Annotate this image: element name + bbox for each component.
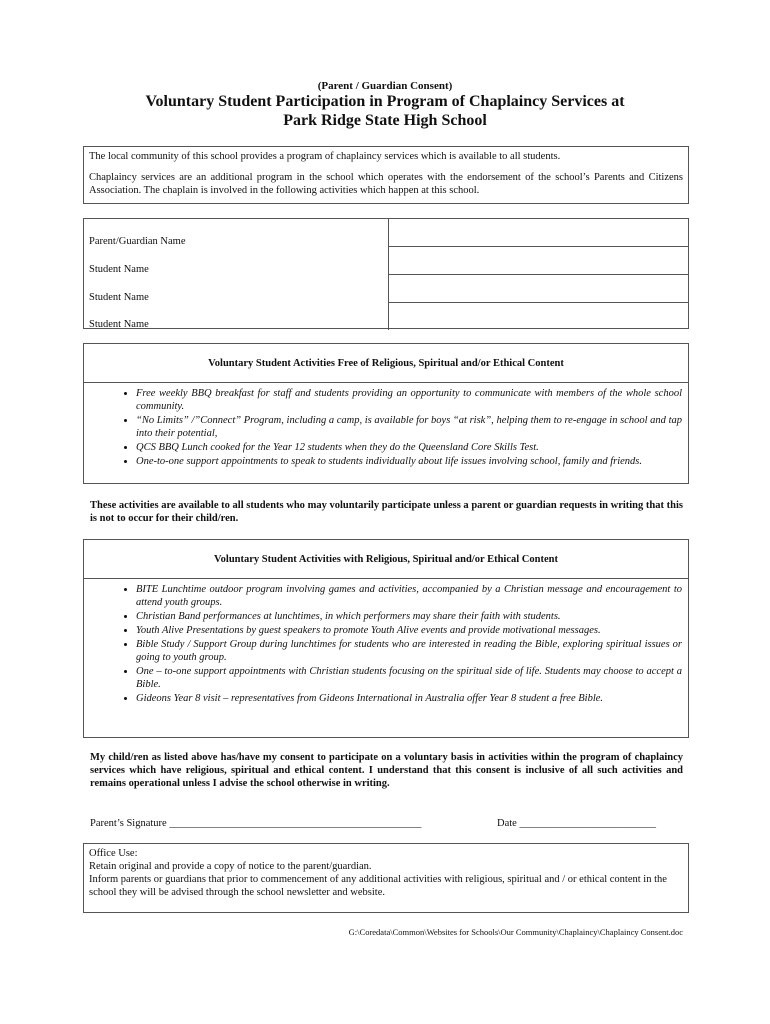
student-name-label: Student Name [89,292,149,303]
non-religious-activities-list [84,383,688,471]
student-name-label: Student Name [89,319,149,330]
form-subtitle: (Parent / Guardian Consent) [317,80,453,92]
list-item: • One – to-one support appointments with Christian students focusing on the spiritual side of life. Students may choose to accept a Bible. [136,665,682,691]
form-title [0,92,770,130]
availability-notice: These activities are available to all students who may voluntarily participate unless a parent or guardian requests in writing that this is not to occur for their child/ren. [90,500,683,524]
office-use-box [83,843,689,913]
name-row-student-3 [84,303,688,330]
date-line[interactable]: Date __________________________ [497,818,656,829]
student-name-label: Student Name [89,264,149,275]
student-name-field-1[interactable] [388,247,689,275]
list-item: • Youth Alive Presentations by guest speakers to promote Youth Alive events and provide motivational messages. [136,624,682,637]
list-item: • BITE Lunchtime outdoor program involving games and activities, accompanied by a Christian message and encouragement to attend youth groups. [136,583,682,609]
intro-paragraph-1: The local community of this school provides a program of chaplaincy services which is available to all students. [89,151,561,162]
list-item: • Bible Study / Support Group during lunchtimes for students who are interested in reading the Bible, exploring spiritual issues or going to youth group. [136,638,682,664]
intro-paragraph-2: Chaplaincy services are an additional program in the school which operates with the endorsement of the school’s Parents and Citizens Association. The chaplain is involved in the following activities which happen at this school. [89,172,683,196]
non-religious-activities-heading: Voluntary Student Activities Free of Religious, Spiritual and/or Ethical Content [84,344,688,383]
name-row-student-2 [84,275,688,303]
parent-guardian-name-label: Parent/Guardian Name [89,236,186,247]
parent-guardian-name-field[interactable] [388,219,689,247]
activities-non-religious-box [83,343,689,484]
student-name-field-2[interactable] [388,275,689,303]
list-item: • QCS BBQ Lunch cooked for the Year 12 students when they do the Queensland Core Skills Test. [136,441,682,454]
office-use-line-2: Inform parents or guardians that prior to commencement of any additional activities with religious, spiritual and / or ethical content in the school they will be advised through the school newsletter and website. [89,874,667,898]
activities-religious-box [83,539,689,738]
form-title-line-2: Park Ridge State High School [283,112,487,129]
student-name-field-3[interactable] [388,303,689,330]
list-item: • Gideons Year 8 visit – representatives from Gideons International in Australia offer Year 8 student a free Bible. [136,692,682,705]
religious-activities-list [84,579,688,708]
religious-activities-heading: Voluntary Student Activities with Religious, Spiritual and/or Ethical Content [84,540,688,579]
parent-signature-line[interactable]: Parent’s Signature ________________________________________________ [90,818,422,829]
list-item: • One-to-one support appointments to speak to students individually about life issues involving school, family and friends. [136,455,682,468]
form-title-line-1: Voluntary Student Participation in Program of Chaplaincy Services at [145,93,625,110]
office-use-line-1: Retain original and provide a copy of notice to the parent/guardian. [89,861,372,872]
consent-statement: My child/ren as listed above has/have my consent to participate on a voluntary basis in activities within the program of chaplaincy services which have religious, spiritual and ethical content. I understand that this consent is inclusive of all such activities and remains operational unless I advise the school otherwise in writing. [90,752,683,789]
office-use-heading: Office Use: [89,848,138,859]
names-table [83,218,689,329]
name-row-parent [84,219,688,247]
name-row-student-1 [84,247,688,275]
list-item: • Christian Band performances at lunchtimes, in which performers may share their faith with students. [136,610,682,623]
list-item: • “No Limits” /”Connect” Program, including a camp, is available for boys “at risk”, helping them to re-engage in school and tap into their potential, [136,414,682,440]
file-path-footer: G:\Coredata\Common\Websites for Schools\Our Community\Chaplaincy\Chaplaincy Consent.doc [348,927,683,937]
list-item: • Free weekly BBQ breakfast for staff and students providing an opportunity to communicate with members of the whole school community. [136,387,682,413]
intro-box [83,146,689,204]
